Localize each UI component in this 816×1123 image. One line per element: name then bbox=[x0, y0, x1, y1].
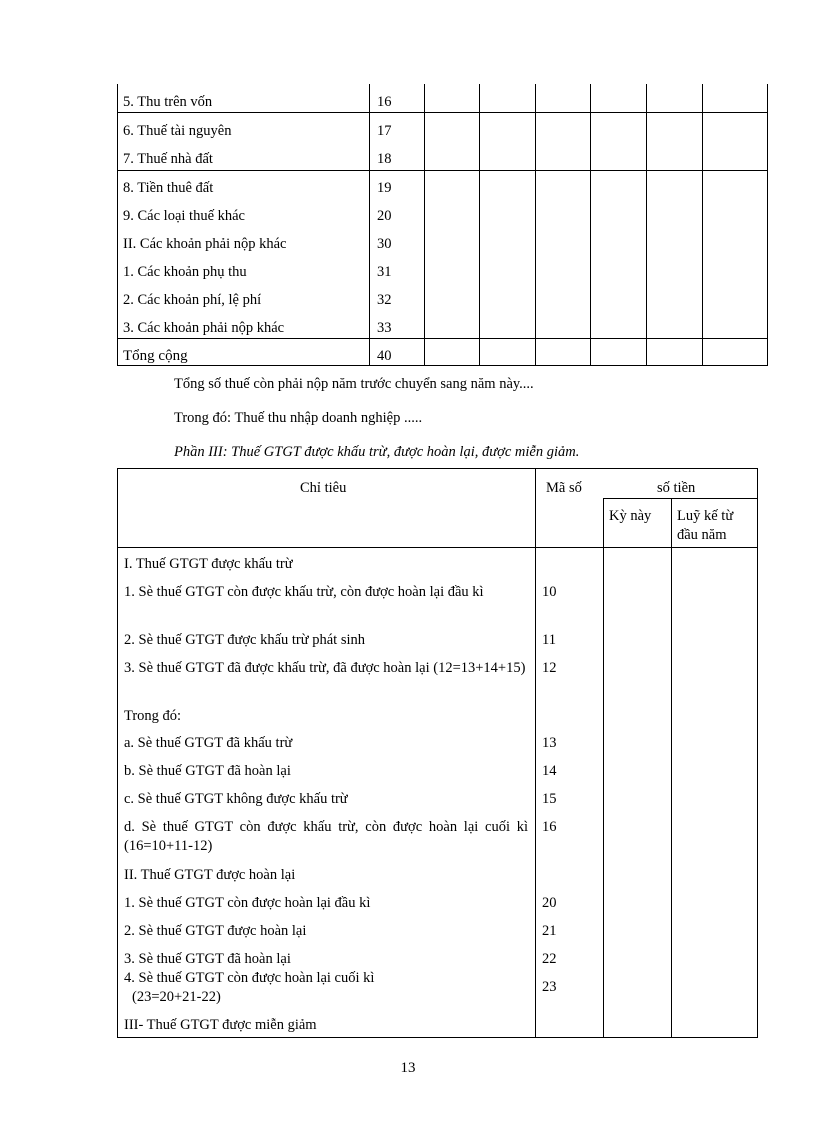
row-code: 13 bbox=[542, 735, 557, 751]
row-label: III- Thuế GTGT được miễn giảm bbox=[124, 1017, 317, 1033]
row-code: 18 bbox=[377, 151, 392, 167]
column-divider bbox=[603, 498, 604, 1037]
total-label: Tổng cộng bbox=[123, 348, 188, 364]
column-divider bbox=[479, 84, 480, 366]
row-label: 2. Các khoản phí, lệ phí bbox=[123, 292, 262, 308]
row-label: 5. Thu trên vốn bbox=[123, 94, 213, 110]
header-indicator: Chỉ tiêu bbox=[300, 480, 347, 496]
row-code: 11 bbox=[542, 632, 556, 648]
row-label: II. Thuế GTGT được hoàn lại bbox=[124, 867, 296, 883]
vat-deduction-table bbox=[117, 468, 758, 1038]
table-bottom-border bbox=[117, 365, 768, 366]
tax-payable-table bbox=[117, 84, 768, 366]
header-amount: số tiền bbox=[657, 480, 696, 496]
header-bottom-border bbox=[118, 547, 757, 548]
row-code: 30 bbox=[377, 236, 392, 252]
column-divider bbox=[117, 84, 118, 366]
header-code: Mã số bbox=[546, 480, 582, 496]
part3-heading: Phần III: Thuế GTGT được khấu trừ, được hoàn lại, được miễn giảm. bbox=[174, 444, 580, 460]
header-subdivider bbox=[603, 498, 757, 499]
row-divider bbox=[117, 338, 768, 339]
column-divider bbox=[671, 498, 672, 1037]
row-label: Trong đó: bbox=[124, 708, 182, 724]
of-which-text: Trong đó: Thuế thu nhập doanh nghiệp ..... bbox=[174, 410, 423, 426]
row-code: 33 bbox=[377, 320, 392, 336]
column-divider bbox=[702, 84, 703, 366]
row-code: 12 bbox=[542, 660, 557, 676]
row-code: 16 bbox=[377, 94, 392, 110]
row-code: 17 bbox=[377, 123, 392, 139]
row-label: 1. Các khoản phụ thu bbox=[123, 264, 247, 280]
row-code: 15 bbox=[542, 791, 557, 807]
row-code: 20 bbox=[542, 895, 557, 911]
row-label: d. Sè thuế GTGT còn được khấu trừ, còn được hoàn lại cuối kì (16=10+11-12) bbox=[124, 819, 528, 854]
row-label: a. Sè thuế GTGT đã khấu trừ bbox=[124, 735, 293, 751]
row-code: 10 bbox=[542, 584, 557, 600]
row-label: II. Các khoản phải nộp khác bbox=[123, 236, 287, 252]
row-label: 6. Thuế tài nguyên bbox=[123, 123, 232, 139]
row-code: 14 bbox=[542, 763, 557, 779]
row-code: 32 bbox=[377, 292, 392, 308]
row-label: 2. Sè thuế GTGT được khấu trừ phát sinh bbox=[124, 632, 365, 648]
column-divider bbox=[535, 469, 536, 1037]
row-code: 19 bbox=[377, 180, 392, 196]
header-this-period: Kỳ này bbox=[609, 508, 652, 524]
row-label: c. Sè thuế GTGT không được khấu trừ bbox=[124, 791, 348, 807]
row-label: I. Thuế GTGT được khấu trừ bbox=[124, 556, 293, 572]
row-formula: (23=20+21-22) bbox=[132, 989, 221, 1005]
row-code: 22 bbox=[542, 951, 557, 967]
header-ytd: Luỹ kế từ đầu năm bbox=[677, 508, 734, 543]
column-divider bbox=[590, 84, 591, 366]
row-label: b. Sè thuế GTGT đã hoàn lại bbox=[124, 763, 291, 779]
row-label: 1. Sè thuế GTGT còn được hoàn lại đầu kì bbox=[124, 895, 371, 911]
column-divider bbox=[767, 84, 768, 366]
row-label: 2. Sè thuế GTGT được hoàn lại bbox=[124, 923, 307, 939]
column-divider bbox=[646, 84, 647, 366]
page-number: 13 bbox=[400, 1060, 416, 1076]
column-divider bbox=[369, 84, 370, 366]
row-label: 4. Sè thuế GTGT còn được hoàn lại cuối kì bbox=[124, 970, 375, 986]
row-code: 21 bbox=[542, 923, 557, 939]
row-code: 16 bbox=[542, 819, 557, 835]
row-label: 7. Thuế nhà đất bbox=[123, 151, 213, 167]
row-divider bbox=[117, 112, 768, 113]
column-divider bbox=[424, 84, 425, 366]
row-code: 20 bbox=[377, 208, 392, 224]
row-label: 3. Sè thuế GTGT đã được khấu trừ, đã được hoàn lại (12=13+14+15) bbox=[124, 660, 526, 676]
row-code: 23 bbox=[542, 979, 557, 995]
row-label: 3. Sè thuế GTGT đã hoàn lại bbox=[124, 951, 291, 967]
carry-over-text: Tổng số thuế còn phải nộp năm trước chuyển sang năm này.... bbox=[174, 376, 534, 392]
row-label: 9. Các loại thuế khác bbox=[123, 208, 245, 224]
total-code: 40 bbox=[377, 348, 392, 364]
column-divider bbox=[535, 84, 536, 366]
row-label: 3. Các khoản phải nộp khác bbox=[123, 320, 285, 336]
row-divider bbox=[117, 170, 768, 171]
row-label: 1. Sè thuế GTGT còn được khấu trừ, còn được hoàn lại đầu kì bbox=[124, 584, 484, 600]
row-label: 8. Tiền thuê đất bbox=[123, 180, 214, 196]
row-code: 31 bbox=[377, 264, 392, 280]
